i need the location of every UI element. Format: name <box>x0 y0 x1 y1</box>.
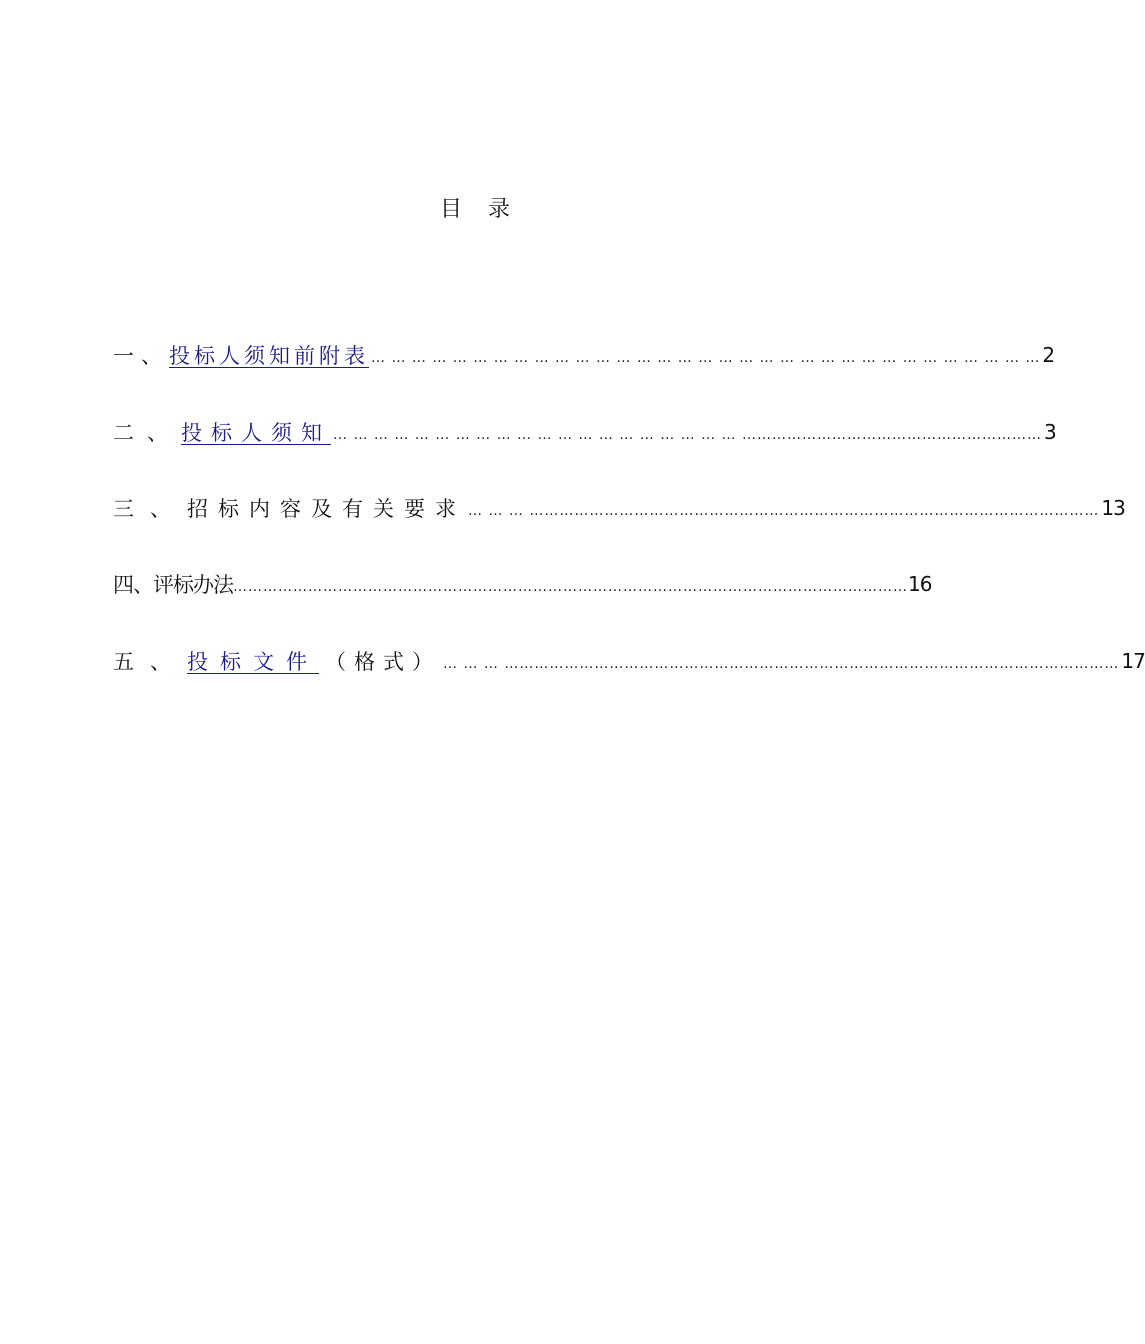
toc-leader-dots: … … … …………………………………………………………………………………………………… <box>468 503 1100 519</box>
toc-entry-4 <box>113 564 932 604</box>
toc-link-bidder-instructions[interactable]: 投标人须知 <box>181 421 331 445</box>
toc-entry-number: 一、 <box>113 344 169 368</box>
toc-entry-text: 评标办法 <box>153 573 233 597</box>
toc-entry-1 <box>113 335 1055 375</box>
toc-page-number: 17 <box>1121 649 1145 673</box>
toc-entry-text: 招标内容及有关要求 <box>187 497 466 521</box>
toc-page-number: 13 <box>1101 496 1125 520</box>
toc-page-number: 16 <box>908 572 932 596</box>
toc-entry-suffix: （格式） <box>325 650 441 674</box>
toc-entry-number: 四、 <box>113 573 153 597</box>
toc-entry-2 <box>113 412 1056 452</box>
toc-entry-3 <box>113 488 1125 528</box>
toc-entry-5 <box>113 641 1145 681</box>
toc-link-bidder-instructions-table[interactable]: 投标人须知前附表 <box>169 344 369 368</box>
toc-leader-dots: ……………………………………………………………………………………………………………………… <box>233 579 908 595</box>
toc-title: 目录 <box>439 197 536 222</box>
toc-entry-number: 五、 <box>113 650 187 674</box>
toc-link-bid-documents[interactable]: 投标文件 <box>187 650 319 674</box>
toc-entry-number: 三、 <box>113 497 187 521</box>
toc-page-number: 2 <box>1042 343 1055 367</box>
toc-leader-dots: … … … …………………………………………………………………………………………………………… <box>443 656 1120 672</box>
toc-leader-dots: … … … … … … … … … … … … … … … … … … … … … … … … … … … … … … … … … <box>371 350 1041 366</box>
toc-entry-number: 二、 <box>113 421 181 445</box>
toc-leader-dots: … … … … … … … … … … … … … … … … … … … … …………………………………………………… <box>333 427 1043 443</box>
toc-page-number: 3 <box>1044 420 1056 444</box>
